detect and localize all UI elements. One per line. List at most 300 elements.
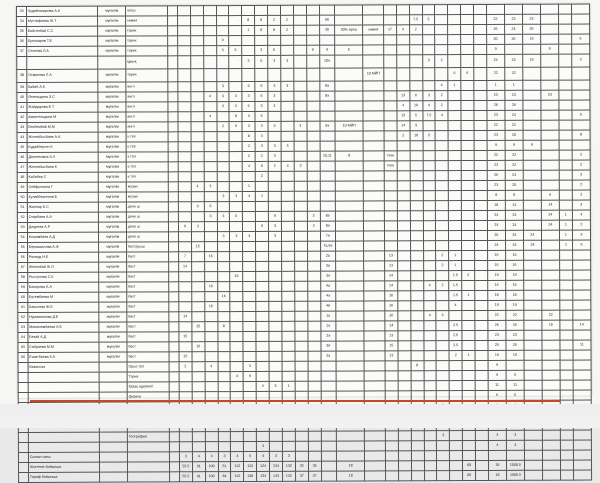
subject-cell: [128, 462, 169, 472]
table-cell: [542, 330, 560, 340]
table-cell: 2: [449, 351, 462, 361]
subject-cell: баст: [127, 322, 168, 332]
table-cell: [398, 321, 411, 331]
table-cell: [411, 331, 424, 341]
subject-cell: к.тілі: [127, 162, 168, 172]
subject-cell: баст: [127, 272, 168, 282]
table-cell: 3: [268, 55, 281, 68]
table-cell: [448, 15, 461, 25]
table-cell: 8: [242, 131, 255, 141]
table-cell: 16: [192, 342, 205, 352]
table-cell: 4: [423, 311, 436, 321]
table-cell: [423, 341, 436, 351]
table-cell: [461, 35, 474, 45]
table-cell: [436, 171, 449, 181]
table-cell: [385, 471, 398, 481]
table-cell: 3: [282, 451, 295, 461]
page-bottom-margin: [0, 404, 600, 428]
table-cell: мұғалім: [99, 252, 127, 262]
table-cell: [295, 321, 308, 331]
table-cell: [462, 371, 475, 381]
table-cell: [542, 300, 560, 310]
table-cell: [560, 390, 573, 400]
table-cell: 15: [191, 242, 204, 252]
table-cell: [476, 460, 489, 470]
table-cell: 63: [18, 322, 28, 332]
table-cell: [178, 56, 191, 69]
table-cell: 9: [506, 370, 524, 380]
table-cell: [461, 121, 474, 131]
table-cell: [217, 172, 230, 182]
table-cell: [364, 331, 385, 341]
table-cell: 22: [486, 14, 504, 24]
table-cell: 17: [383, 25, 396, 35]
table-cell: 18: [487, 200, 505, 210]
table-cell: 24: [505, 54, 523, 67]
table-cell: 1.5: [449, 291, 462, 301]
table-cell: [523, 180, 541, 190]
table-cell: [559, 34, 572, 44]
table-cell: [294, 171, 307, 181]
table-cell: [307, 131, 320, 141]
table-cell: [560, 360, 573, 370]
table-cell: [559, 130, 572, 140]
table-cell: 22: [505, 160, 523, 170]
table-cell: [204, 272, 217, 282]
table-cell: [256, 291, 269, 301]
table-cell: 3: [243, 231, 256, 241]
table-cell: 55: [18, 242, 28, 252]
table-cell: 2: [409, 25, 422, 35]
table-cell: мұғалім: [98, 142, 126, 152]
teacher-name-cell: Жаппар Б.С: [28, 202, 99, 212]
table-cell: [319, 5, 334, 15]
table-cell: [559, 150, 572, 160]
table-cell: 112: [231, 472, 244, 482]
table-cell: [269, 361, 282, 371]
table-cell: [488, 450, 506, 460]
table-cell: 23: [522, 14, 540, 24]
table-cell: [192, 302, 205, 312]
table-cell: [335, 201, 363, 211]
table-cell: [218, 342, 231, 352]
table-cell: [540, 4, 558, 14]
table-cell: [307, 101, 320, 111]
table-cell: 2.5: [449, 331, 462, 341]
table-cell: [218, 362, 231, 372]
table-cell: [336, 331, 364, 341]
table-cell: [559, 180, 572, 190]
table-cell: 44: [17, 132, 27, 142]
table-cell: [475, 330, 488, 340]
table-cell: [474, 24, 487, 34]
table-cell: 3: [230, 232, 243, 242]
table-cell: [560, 430, 573, 440]
table-cell: [474, 140, 487, 150]
table-cell: 3: [294, 161, 307, 171]
table-cell: 3: [243, 361, 256, 371]
table-cell: [231, 432, 244, 442]
table-cell: [217, 312, 230, 322]
table-cell: [448, 151, 461, 161]
table-cell: 5: [423, 131, 436, 141]
table-cell: [203, 46, 216, 56]
subject-cell: англ: [126, 102, 167, 112]
table-cell: [573, 300, 591, 310]
table-cell: [436, 291, 449, 301]
table-cell: [573, 280, 591, 290]
table-cell: [397, 191, 410, 201]
table-cell: [243, 351, 256, 361]
table-cell: [384, 201, 397, 211]
table-cell: [168, 202, 178, 212]
table-cell: [336, 251, 364, 261]
table-cell: [559, 80, 572, 90]
table-cell: [364, 221, 385, 231]
table-cell: [205, 342, 218, 352]
table-cell: мұғалім: [98, 102, 126, 112]
table-cell: 8ә: [320, 221, 335, 231]
timetable-sheet: [16, 3, 592, 479]
table-cell: 24: [523, 230, 541, 240]
table-cell: [474, 100, 487, 110]
table-cell: 6: [488, 390, 506, 400]
table-cell: 1: [449, 261, 462, 271]
subject-cell: англ: [126, 92, 167, 102]
subject-cell: англ: [126, 112, 167, 122]
table-cell: 1: [559, 220, 572, 230]
table-cell: 13: [397, 91, 410, 101]
table-cell: [178, 82, 191, 92]
table-cell: 3: [218, 452, 231, 462]
table-cell: 3: [216, 102, 229, 112]
table-cell: 24: [487, 210, 505, 220]
table-cell: [307, 291, 320, 301]
table-cell: [282, 261, 295, 271]
table-cell: [558, 14, 571, 24]
table-cell: 20: [505, 180, 523, 190]
table-cell: мұғалім: [98, 172, 126, 182]
table-cell: 4: [449, 301, 462, 311]
table-cell: [177, 16, 190, 26]
table-cell: [281, 45, 294, 55]
table-cell: [204, 142, 217, 152]
table-cell: [462, 231, 475, 241]
table-cell: [410, 161, 423, 171]
table-cell: [294, 91, 307, 101]
table-cell: [307, 241, 320, 251]
table-cell: [423, 201, 436, 211]
table-cell: [282, 441, 295, 451]
table-cell: [506, 450, 524, 460]
table-cell: [364, 381, 385, 391]
table-cell: мұғалім: [98, 36, 126, 46]
table-cell: [461, 131, 474, 141]
table-cell: [295, 351, 308, 361]
table-cell: [191, 82, 204, 92]
teacher-name-cell: Ешмтбаева К.А: [28, 352, 99, 362]
table-cell: [307, 121, 320, 131]
table-cell: [204, 122, 217, 132]
table-cell: 2.5: [449, 321, 462, 331]
table-cell: [410, 151, 423, 161]
table-cell: [449, 191, 462, 201]
table-cell: [423, 261, 436, 271]
table-cell: [410, 201, 423, 211]
table-cell: [282, 321, 295, 331]
table-cell: 1: [243, 181, 256, 191]
table-cell: [336, 301, 364, 311]
teacher-name-cell: Кабибер С: [28, 172, 99, 182]
table-cell: [423, 271, 436, 281]
table-cell: 23: [505, 90, 523, 100]
table-cell: 3: [191, 222, 204, 232]
table-cell: [475, 430, 488, 440]
table-cell: [385, 451, 398, 461]
table-cell: [474, 190, 487, 200]
table-cell: [560, 450, 573, 460]
table-cell: 4: [231, 452, 244, 462]
table-cell: [168, 142, 178, 152]
table-cell: [295, 431, 308, 441]
table-cell: [411, 451, 424, 461]
teacher-name-cell: Османова Л.А: [27, 69, 98, 82]
table-cell: [269, 321, 282, 331]
table-cell: 10: [410, 131, 423, 141]
table-cell: [230, 182, 243, 192]
table-cell: [542, 340, 560, 350]
table-cell: [256, 301, 269, 311]
table-cell: [255, 181, 268, 191]
subject-cell: [128, 452, 169, 462]
table-cell: [422, 45, 435, 55]
table-cell: [462, 241, 475, 251]
table-cell: [100, 462, 128, 472]
table-cell: [409, 81, 422, 91]
table-cell: [559, 100, 572, 110]
table-cell: [423, 121, 436, 131]
table-cell: [243, 291, 256, 301]
table-cell: [505, 44, 523, 54]
table-cell: [99, 432, 127, 442]
table-cell: [462, 251, 475, 261]
table-cell: [217, 252, 230, 262]
table-cell: [363, 161, 384, 171]
table-cell: 26: [487, 100, 505, 110]
table-cell: 23: [504, 14, 522, 24]
table-cell: 16: [488, 280, 506, 290]
table-cell: мұғалім: [98, 122, 126, 132]
table-cell: [268, 35, 281, 45]
subject-cell: дене ш: [127, 232, 168, 242]
table-cell: [335, 161, 363, 171]
table-cell: [524, 370, 542, 380]
table-cell: 24: [487, 220, 505, 230]
table-cell: 18: [337, 471, 365, 481]
table-cell: 24: [541, 220, 559, 230]
table-cell: [230, 162, 243, 172]
table-cell: [559, 67, 572, 80]
table-cell: [559, 200, 572, 210]
table-cell: [475, 240, 488, 250]
table-cell: 8: [242, 15, 255, 25]
table-cell: [243, 271, 256, 281]
table-cell: [243, 251, 256, 261]
table-cell: [217, 222, 230, 232]
table-cell: [169, 332, 179, 342]
table-cell: [243, 311, 256, 321]
table-cell: [243, 171, 256, 181]
table-cell: [409, 55, 422, 68]
table-cell: [384, 181, 397, 191]
table-cell: [573, 450, 591, 460]
table-cell: 24: [541, 210, 559, 220]
table-cell: 3: [179, 452, 192, 462]
table-cell: [243, 261, 256, 271]
table-cell: [384, 101, 397, 111]
table-cell: [474, 44, 487, 54]
table-cell: [448, 45, 461, 55]
table-cell: 3: [242, 91, 255, 101]
table-cell: 4: [422, 101, 435, 111]
table-cell: [461, 91, 474, 101]
table-cell: [364, 361, 385, 371]
table-cell: [541, 120, 559, 130]
table-cell: [397, 211, 410, 221]
table-cell: 15: [192, 322, 205, 332]
table-cell: [178, 69, 191, 82]
table-cell: 22: [506, 310, 524, 320]
subject-cell: англ: [126, 82, 167, 92]
teacher-name-cell: Жолтабысбаев А.А: [27, 132, 98, 142]
table-cell: [178, 162, 191, 172]
table-cell: 9: [541, 44, 559, 54]
table-cell: [256, 281, 269, 291]
table-cell: 37: [17, 46, 27, 56]
table-cell: [448, 171, 461, 181]
table-cell: [230, 152, 243, 162]
table-cell: [423, 171, 436, 181]
table-cell: [363, 111, 384, 121]
table-cell: мұғалім: [98, 16, 126, 26]
table-cell: [217, 142, 230, 152]
table-cell: [475, 280, 488, 290]
table-cell: 3: [217, 232, 230, 242]
table-cell: [436, 151, 449, 161]
table-cell: [463, 440, 476, 450]
table-cell: [308, 451, 321, 461]
table-cell: мұғалім: [98, 92, 126, 102]
table-cell: [204, 162, 217, 172]
teacher-name-cell: Кошимбаев А.Д: [28, 232, 99, 242]
table-cell: 11: [573, 340, 591, 350]
table-cell: [410, 191, 423, 201]
table-cell: [229, 6, 242, 16]
table-cell: [542, 430, 560, 440]
table-cell: [450, 471, 463, 481]
table-cell: [523, 160, 541, 170]
table-cell: [98, 56, 126, 69]
table-cell: [524, 310, 542, 320]
table-cell: [205, 382, 218, 392]
table-cell: [398, 371, 411, 381]
table-cell: [293, 25, 306, 35]
table-cell: [523, 220, 541, 230]
table-cell: [190, 6, 203, 16]
table-cell: [268, 201, 281, 211]
table-cell: [319, 68, 334, 81]
table-cell: [191, 142, 204, 152]
table-cell: 4: [435, 81, 448, 91]
table-cell: [436, 231, 449, 241]
table-cell: [422, 25, 435, 35]
table-cell: [192, 442, 205, 452]
table-cell: [244, 441, 257, 451]
table-cell: [307, 281, 320, 291]
table-cell: 3: [422, 91, 435, 101]
table-cell: 45: [17, 142, 27, 152]
table-cell: [448, 111, 461, 121]
table-cell: 10: [410, 101, 423, 111]
table-cell: [217, 132, 230, 142]
table-cell: [571, 14, 589, 24]
table-cell: [397, 251, 410, 261]
table-cell: [293, 35, 306, 45]
table-cell: [320, 141, 335, 151]
table-cell: 8а: [319, 81, 334, 91]
table-cell: [474, 54, 487, 67]
table-cell: [168, 182, 178, 192]
teacher-name-cell: Рысгулова С.К: [28, 272, 99, 282]
table-cell: 37: [308, 471, 321, 481]
table-cell: 1000.5: [506, 460, 524, 470]
table-cell: 22: [505, 150, 523, 160]
table-cell: [321, 361, 336, 371]
table-cell: [168, 122, 178, 132]
table-cell: [542, 360, 560, 370]
table-cell: [475, 250, 488, 260]
table-cell: 26: [505, 100, 523, 110]
table-cell: [268, 111, 281, 121]
table-cell: [321, 441, 336, 451]
table-cell: [179, 282, 192, 292]
table-cell: [541, 180, 559, 190]
table-cell: [524, 450, 542, 460]
table-cell: [217, 182, 230, 192]
teacher-name-cell: Жүктеме бойынша: [29, 462, 100, 472]
table-cell: [573, 360, 591, 370]
table-cell: 9: [268, 211, 281, 221]
table-cell: 25: [506, 340, 524, 350]
table-cell: [242, 35, 255, 45]
table-cell: [475, 310, 488, 320]
table-cell: 3: [269, 231, 282, 241]
table-cell: [281, 151, 294, 161]
table-cell: [474, 230, 487, 240]
table-cell: [256, 231, 269, 241]
table-row: [19, 470, 592, 483]
table-cell: [281, 221, 294, 231]
table-cell: [218, 372, 231, 382]
table-cell: 2: [435, 101, 448, 111]
teacher-name-cell: Сынып саны: [29, 452, 100, 462]
table-cell: [308, 341, 321, 351]
table-cell: [269, 371, 282, 381]
table-cell: [191, 162, 204, 172]
table-cell: [308, 331, 321, 341]
table-cell: [306, 55, 319, 68]
table-cell: [168, 242, 178, 252]
